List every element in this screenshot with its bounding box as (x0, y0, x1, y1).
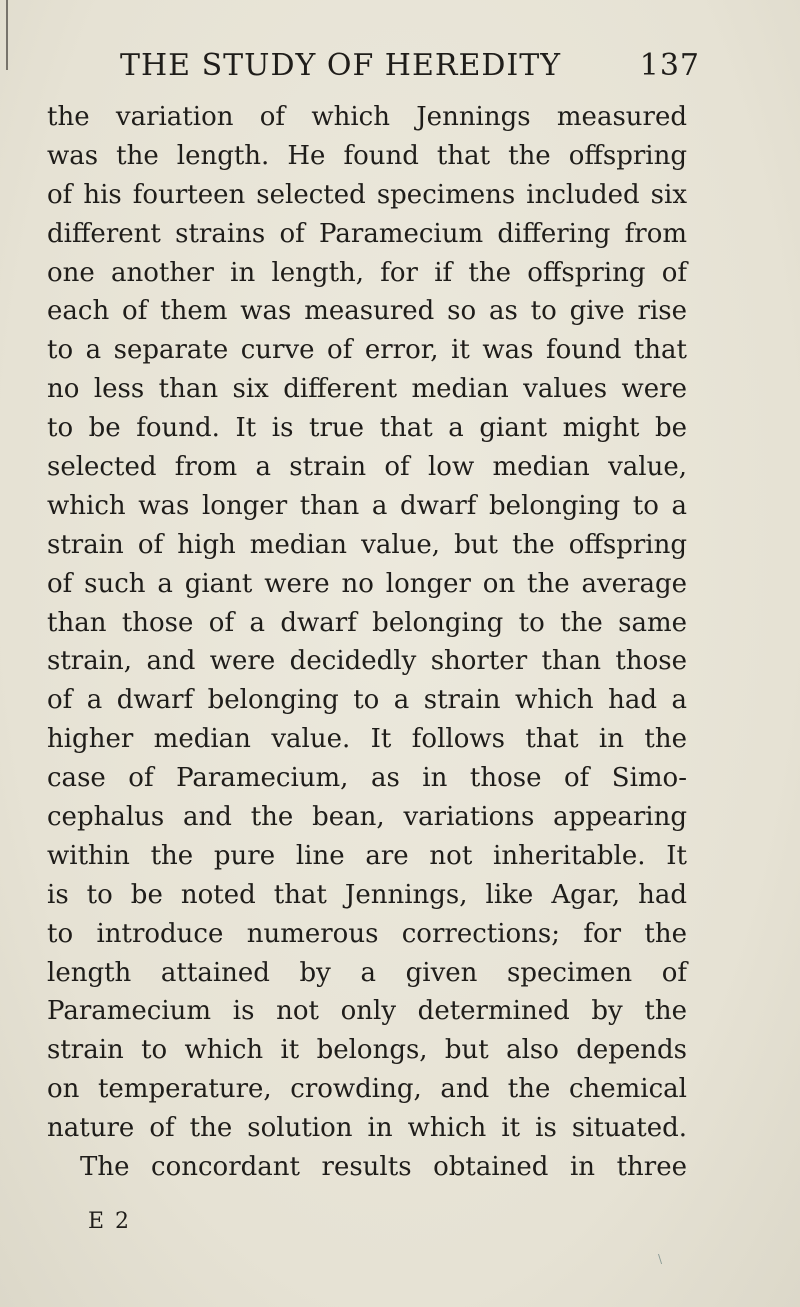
text-line: to be found. It is true that a giant might be (47, 413, 687, 444)
text-line: cephalus and the bean, variations appearing (47, 802, 687, 833)
text-line: within the pure line are not inheritable. It (47, 840, 687, 871)
text-line: strain, and were decidedly shorter than those (47, 646, 687, 677)
running-header (120, 48, 700, 98)
text-line: to introduce numerous corrections; for the (47, 918, 687, 949)
text-line: of a dwarf belonging to a strain which had a (47, 685, 687, 716)
text-line: of his fourteen selected specimens included six (47, 179, 687, 210)
text-line: strain to which it belongs, but also depends (47, 1035, 687, 1066)
text-line: different strains of Paramecium differing from (47, 218, 687, 249)
text-line: one another in length, for if the offspring of (47, 257, 687, 288)
signature-mark: E 2 (88, 1209, 132, 1234)
text-line: The concordant results obtained in three (80, 1152, 687, 1183)
text-line: Paramecium is not only determined by the (47, 996, 687, 1027)
text-line: is to be noted that Jennings, like Agar, had (47, 879, 687, 910)
text-line: of such a giant were no longer on the average (47, 568, 687, 599)
page-edge-line (6, 0, 8, 70)
running-title: THE STUDY OF HEREDITY (120, 48, 562, 83)
text-line: case of Paramecium, as in those of Simo- (47, 763, 687, 794)
text-line: length attained by a given specimen of (47, 957, 687, 988)
text-line: which was longer than a dwarf belonging to a (47, 490, 687, 521)
text-line: than those of a dwarf belonging to the same (47, 607, 687, 638)
stray-mark: \ (658, 1252, 663, 1266)
text-line: no less than six different median values were (47, 374, 687, 405)
text-line: higher median value. It follows that in the (47, 724, 687, 755)
text-line: nature of the solution in which it is situated. (47, 1113, 687, 1144)
text-line: was the length. He found that the offspring (47, 140, 687, 171)
page-number: 137 (639, 48, 700, 83)
text-line: selected from a strain of low median value, (47, 452, 687, 483)
body-text (47, 98, 687, 1187)
text-line: to a separate curve of error, it was found that (47, 335, 687, 366)
text-line: on temperature, crowding, and the chemical (47, 1074, 687, 1105)
text-line: strain of high median value, but the offspring (47, 529, 687, 560)
text-line: the variation of which Jennings measured (47, 102, 687, 132)
text-line: each of them was measured so as to give rise (47, 296, 687, 327)
